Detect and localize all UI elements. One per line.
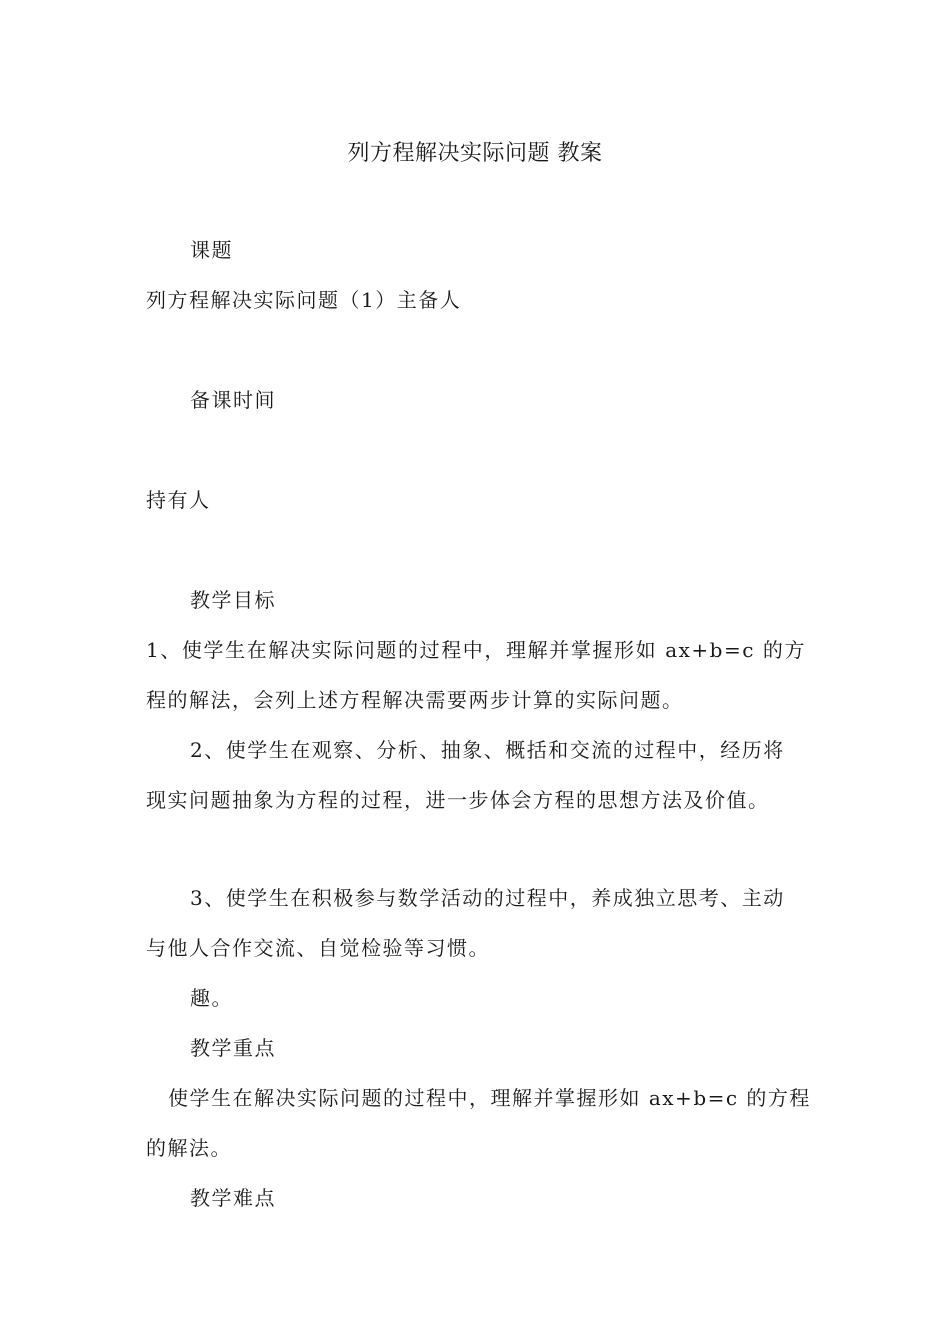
heading-prep-time: 备课时间	[190, 388, 276, 412]
holder-label: 持有人	[146, 488, 211, 512]
heading-difficulties: 教学难点	[190, 1186, 276, 1210]
objective-1-line-2: 程的解法，会列上述方程解决需要两步计算的实际问题。	[146, 688, 684, 712]
heading-objectives: 教学目标	[190, 588, 276, 612]
heading-topic: 课题	[190, 238, 233, 262]
heading-key-points: 教学重点	[190, 1036, 276, 1060]
topic-text: 列方程解决实际问题（1）主备人	[146, 288, 462, 312]
document-title: 列方程解决实际问题 教案	[347, 141, 603, 166]
stray-text: 趣。	[190, 986, 233, 1010]
objective-3-line-1: 3、使学生在积极参与数学活动的过程中，养成独立思考、主动	[190, 886, 785, 910]
objective-1-line-1: 1、使学生在解决实际问题的过程中，理解并掌握形如 ax+b=c 的方	[146, 638, 806, 662]
objective-3-line-2: 与他人合作交流、自觉检验等习惯。	[146, 936, 490, 960]
objective-2-line-2: 现实问题抽象为方程的过程，进一步体会方程的思想方法及价值。	[146, 788, 770, 812]
objective-2-line-1: 2、使学生在观察、分析、抽象、概括和交流的过程中，经历将	[190, 738, 785, 762]
key-points-line-1: 使学生在解决实际问题的过程中，理解并掌握形如 ax+b=c 的方程	[168, 1086, 811, 1110]
key-points-line-2: 的解法。	[146, 1136, 232, 1160]
